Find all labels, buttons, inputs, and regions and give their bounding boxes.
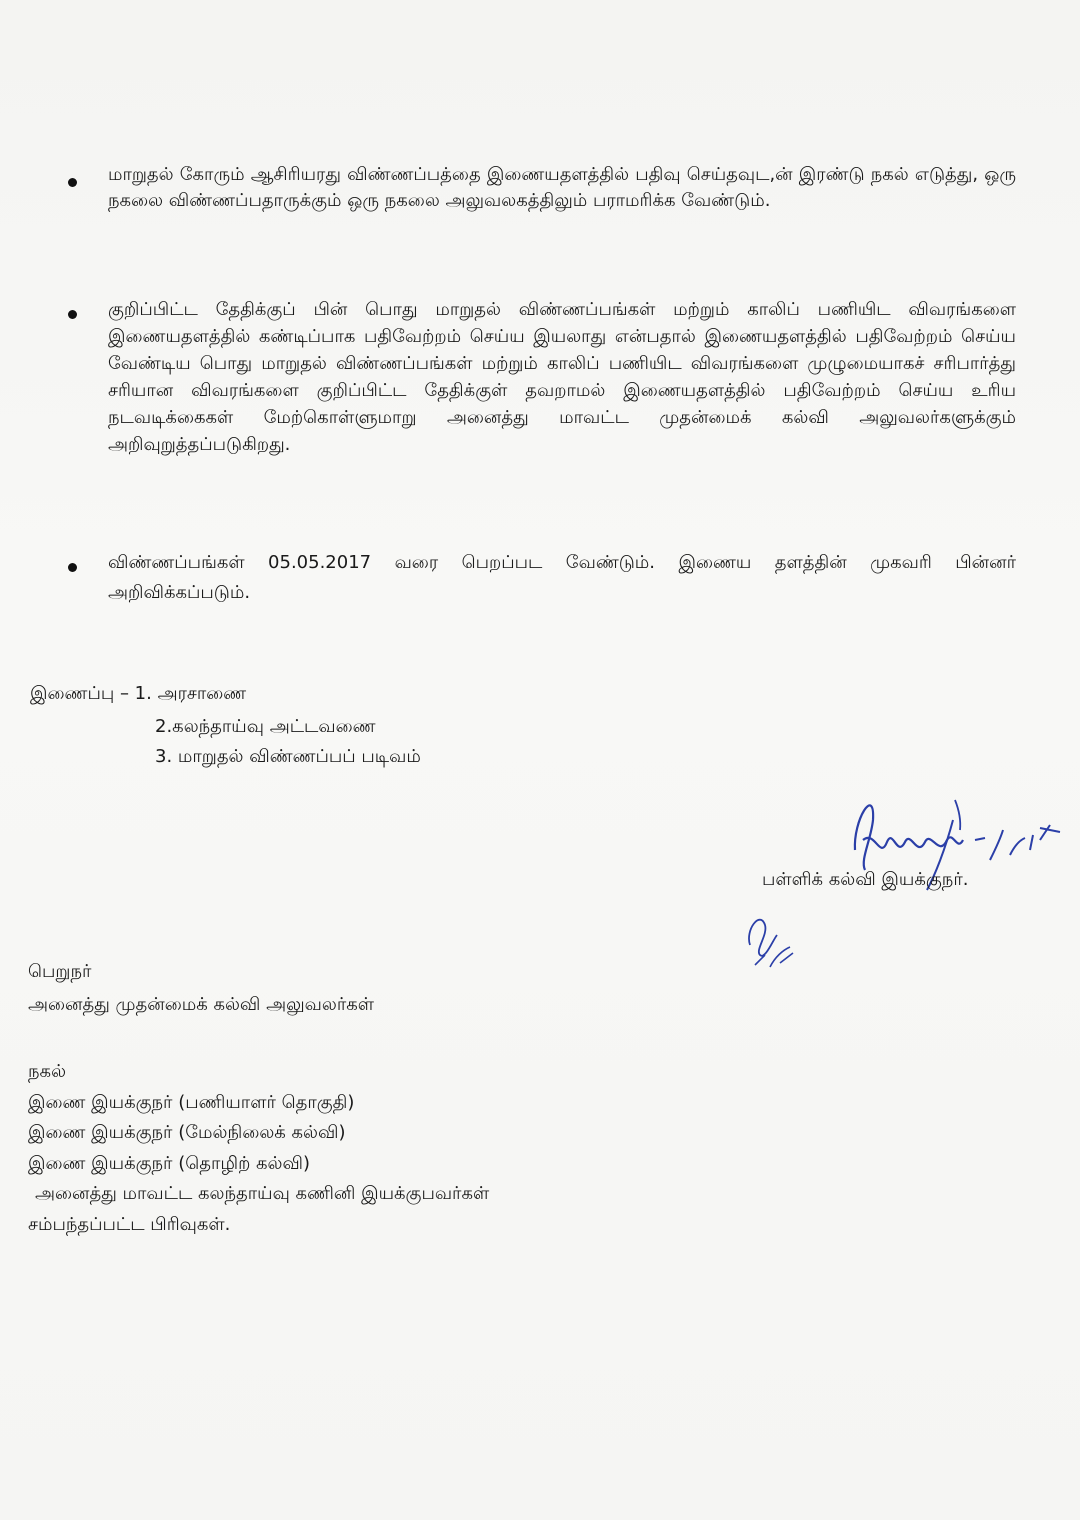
copy-item-5: சம்பந்தப்பட்ட பிரிவுகள். bbox=[28, 1214, 231, 1235]
bullet-paragraph-3: விண்ணப்பங்கள் 05.05.2017 வரை பெறப்பட வேண்டும். இணைய தளத்தின் முகவரி பின்னர் அறிவிக்கப்படும். bbox=[108, 552, 1016, 603]
bullet-paragraph-2: குறிப்பிட்ட தேதிக்குப் பின் பொது மாறுதல் விண்ணப்பங்கள் மற்றும் காலிப் பணியிட விவரங்களை இணையதளத்தில் கண்டிப்பாக பதிவேற்றம் செய்ய இயலாது என்பதால் இணையதளத்தில் பதிவேற்றம் செய்ய வேண்டிய பொது மாறுதல் விண்ணப்பங்கள் மற்றும் காலிப் பணியிட விவரங்களை முழுமையாகச் சரிபார்த்து சரியான விவரங்களை குறிப்பிட்ட தேதிக்குள் தவறாமல் இணையதளத்தில் பதிவேற்றம் செய்ய உரிய நடவடிக்கைகள் மேற்கொள்ளுமாறு அனைத்து மாவட்ட முதன்மைக் கல்வி அலுவலர்களுக்கும் அறிவுறுத்தப்படுகிறது. bbox=[108, 299, 1016, 455]
bullet-paragraph-1: மாறுதல் கோரும் ஆசிரியரது விண்ணப்பத்தை இணையதளத்தில் பதிவு செய்தவுட,ன் இரண்டு நகல் எடுத்து, ஒரு நகலை விண்ணப்பதாருக்கும் ஒரு நகலை அலுவலகத்திலும் பராமரிக்க வேண்டும். bbox=[108, 164, 1016, 211]
enclosure-label: இணைப்பு – 1. அரசாணை bbox=[30, 683, 247, 704]
copy-heading: நகல் bbox=[28, 1061, 67, 1082]
signatory-title: பள்ளிக் கல்வி இயக்குநர். bbox=[762, 869, 969, 890]
bullet-marker bbox=[68, 310, 77, 319]
bullet-marker bbox=[68, 178, 77, 187]
initials-mark bbox=[735, 895, 805, 975]
copy-item-1: இணை இயக்குநர் (பணியாளர் தொகுதி) bbox=[28, 1092, 355, 1113]
enclosure-item-3: 3. மாறுதல் விண்ணப்பப் படிவம் bbox=[155, 746, 421, 767]
copy-item-2: இணை இயக்குநர் (மேல்நிலைக் கல்வி) bbox=[28, 1122, 346, 1143]
bullet-marker bbox=[68, 563, 77, 572]
copy-item-4: அனைத்து மாவட்ட கலந்தாய்வு கணினி இயக்குபவர்கள் bbox=[35, 1183, 490, 1204]
recipients-heading: பெறுநர் bbox=[28, 961, 92, 982]
recipients-line: அனைத்து முதன்மைக் கல்வி அலுவலர்கள் bbox=[28, 994, 374, 1015]
copy-item-3: இணை இயக்குநர் (தொழிற் கல்வி) bbox=[28, 1153, 310, 1174]
enclosure-item-2: 2.கலந்தாய்வு அட்டவணை bbox=[155, 716, 376, 737]
